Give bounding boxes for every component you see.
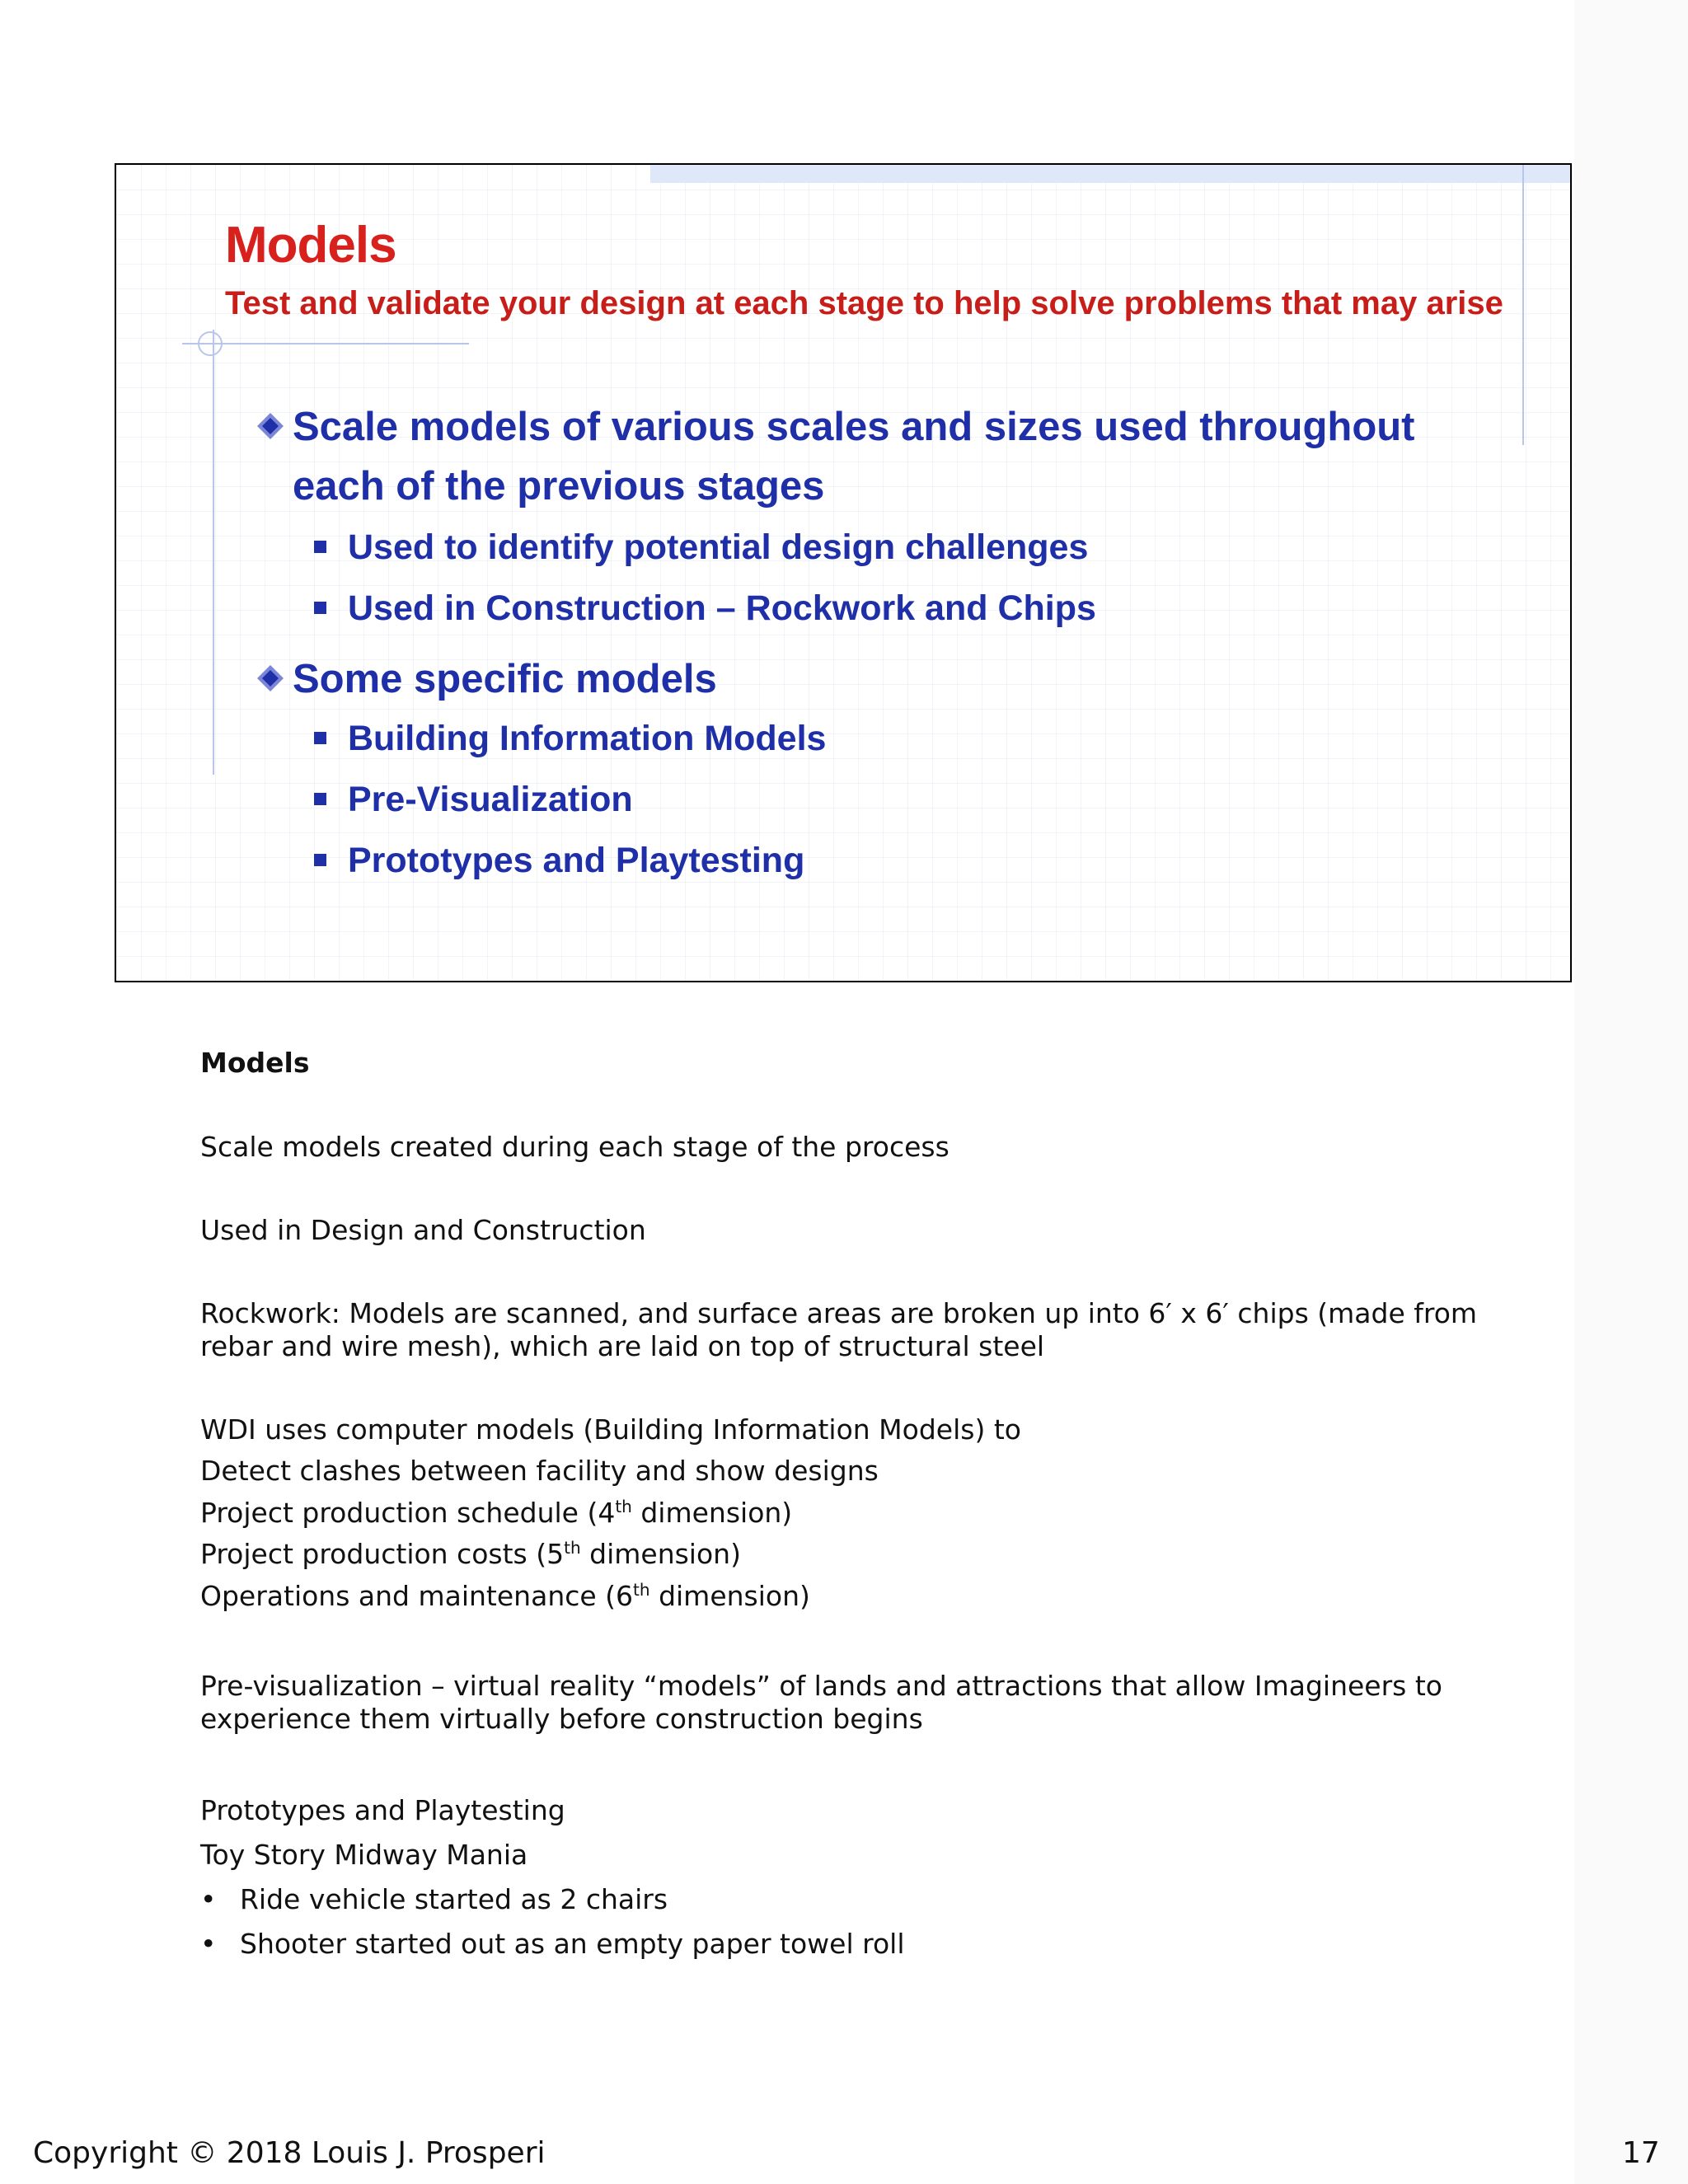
notes-paragraph: Used in Design and Construction	[200, 1214, 646, 1246]
notes-heading: Models	[200, 1047, 310, 1079]
notes-paragraph: Scale models created during each stage of the process	[200, 1131, 950, 1163]
bullet-dot-icon: •	[200, 1928, 217, 1960]
superscript: th	[615, 1497, 632, 1516]
slide-top-band	[650, 165, 1572, 183]
notes-line: Prototypes and Playtesting	[200, 1794, 565, 1826]
notes-line	[200, 1580, 810, 1612]
notes-line	[200, 1497, 792, 1529]
notes-line: Detect clashes between facility and show designs	[200, 1455, 879, 1487]
notes-line: WDI uses computer models (Building Information Models) to	[200, 1413, 1021, 1446]
slide-bullet-text: Scale models of various scales and sizes used throughout each of the previous stages	[293, 405, 1415, 509]
slide-subtitle: Test and validate your design at each stage to help solve problems that may arise	[225, 285, 1503, 321]
slide-sub-bullet-text: Pre-Visualization	[348, 780, 633, 819]
slide-decor-circle	[198, 331, 223, 356]
notes-line-text: dimension)	[649, 1580, 810, 1612]
footer-copyright: Copyright © 2018 Louis J. Prosperi	[33, 2136, 546, 2170]
square-bullet-icon	[314, 602, 326, 614]
notes-line	[200, 1538, 741, 1570]
bullet-dot-icon: •	[200, 1883, 217, 1915]
slide-bullet	[260, 649, 1463, 709]
superscript: th	[633, 1580, 650, 1600]
slide-sub-bullet-text: Used to identify potential design challenges	[348, 527, 1089, 567]
square-bullet-icon	[314, 854, 326, 866]
diamond-bullet-icon	[256, 664, 284, 692]
notes-bullet	[200, 1928, 905, 1960]
notes-line-text: Project production schedule (4	[200, 1497, 616, 1529]
diamond-bullet-icon	[256, 412, 284, 440]
notes-bullet-text: Shooter started out as an empty paper towel roll	[240, 1928, 905, 1960]
notes-paragraph: Rockwork: Models are scanned, and surface areas are broken up into 6′ x 6′ chips (made from rebar and wire mesh), which are laid on top of structural steel	[200, 1297, 1478, 1362]
square-bullet-icon	[314, 793, 326, 805]
slide-sub-bullet	[314, 841, 804, 881]
superscript: th	[564, 1538, 581, 1558]
notes-line-text: dimension)	[631, 1497, 793, 1529]
slide-decor-line	[182, 343, 469, 344]
page-number: 17	[1622, 2136, 1660, 2170]
slide-title: Models	[225, 217, 396, 274]
square-bullet-icon	[314, 541, 326, 553]
slide-decor-line	[1522, 165, 1524, 445]
notes-bullet	[200, 1883, 668, 1915]
notes-line-text: Operations and maintenance (6	[200, 1580, 634, 1612]
square-bullet-icon	[314, 732, 326, 744]
slide-bullet-text: Some specific models	[293, 657, 717, 701]
notes-line-text: dimension)	[580, 1538, 741, 1570]
slide-bullet	[260, 397, 1463, 516]
slide-sub-bullet	[314, 719, 826, 759]
page-right-margin-band	[1574, 0, 1688, 2184]
notes-bullet-text: Ride vehicle started as 2 chairs	[240, 1883, 668, 1915]
slide-sub-bullet	[314, 780, 633, 820]
slide-sub-bullet-text: Prototypes and Playtesting	[348, 841, 805, 880]
slide-sub-bullet	[314, 527, 1088, 568]
notes-paragraph: Pre-visualization – virtual reality “models” of lands and attractions that allow Imagineers to experience them virtually before construction begins	[200, 1670, 1442, 1735]
slide-thumbnail	[115, 163, 1572, 982]
slide-decor-line	[213, 330, 214, 775]
slide-sub-bullet-text: Building Information Models	[348, 719, 827, 758]
notes-line: Toy Story Midway Mania	[200, 1839, 528, 1871]
slide-sub-bullet-text: Used in Construction – Rockwork and Chips	[348, 588, 1096, 628]
slide-sub-bullet	[314, 588, 1096, 629]
notes-line-text: Project production costs (5	[200, 1538, 565, 1570]
